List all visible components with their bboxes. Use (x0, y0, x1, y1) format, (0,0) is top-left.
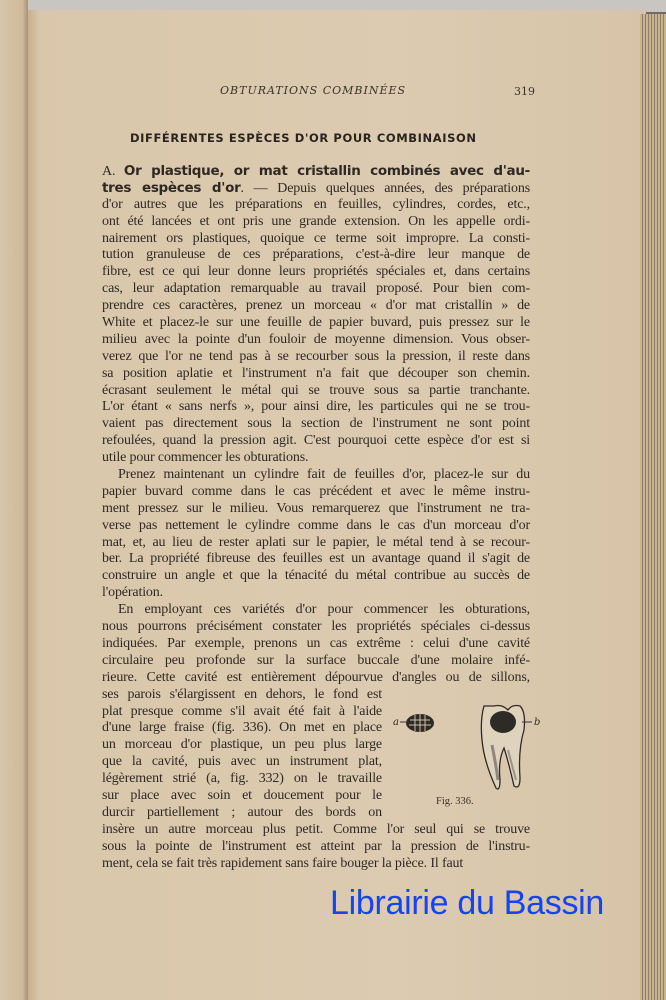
text-line: refoulées, quand la pression agit. C'est pourquoi cette espèce d'or est si (102, 433, 530, 449)
gold-piece-icon (400, 714, 434, 732)
figure-label-b: b (534, 717, 541, 728)
text-line: sous la pointe de l'instrument est atteint par la pression de l'instru- (102, 838, 530, 854)
text-line: milieu avec la pointe d'un fouloir de moyenne dimension. Vous obser- (102, 331, 530, 347)
text-line: d'or autres que les préparations en feuilles, cylindres, cordes, etc., (102, 196, 530, 212)
text-line: ment, cela se fait très rapidement sans faire bouger la pièce. Il faut (102, 855, 464, 871)
text-line: plat presque comme s'il avait été fait à l'aide (102, 703, 382, 719)
text-line: rieure. Cette cavité est entièrement dépourvue d'angles ou de sillons, (102, 669, 530, 685)
text-line: L'or étant « sans nerfs », pour ainsi dire, les particules qui ne se trou- (102, 399, 530, 415)
figure-tooth-illustration (392, 700, 542, 795)
text-line: durcir partiellement ; autour des bords on (102, 804, 382, 820)
text-line: l'opération. (102, 585, 163, 601)
bold-heading-text: tres espèces d'or (102, 179, 241, 196)
text-line: cas, leur adaptation remarquable au travail proposé. Pour bien com- (102, 281, 530, 297)
page-number: 319 (514, 85, 535, 98)
figure-caption: Fig. 336. (436, 796, 474, 807)
molar-tooth-icon (481, 706, 532, 790)
text-line: En employant ces variétés d'or pour commencer les obturations, (118, 602, 530, 618)
page-stack-edge (640, 14, 666, 1000)
text-line: indiquées. Par exemple, prenons un cas extrême : celui d'une cavité (102, 635, 530, 651)
text-line: que la cavité, puis avec un instrument plat, (102, 754, 382, 770)
text-line: écrasant seulement le métal qui se trouve sous sa partie tranchante. (102, 382, 530, 398)
text-line: papier buvard comme dans le cas précédent et avec le même instru- (102, 483, 530, 499)
text-line: ment pressez sur le milieu. Vous remarquerez que l'instrument ne tra- (102, 500, 530, 516)
text-line: nairement ors plastiques, quoique ce terme soit impropre. La consti- (102, 230, 530, 246)
text-line: tution granuleuse de ces préparations, c'est-à-dire leur manque de (102, 247, 530, 263)
text-line: prendre ces caractères, prenez un morceau « d'or mat cristallin » de (102, 298, 530, 314)
text-line: insère un autre morceau plus petit. Comme l'or seul qui se trouve (102, 821, 530, 837)
text-segment: A. (102, 164, 124, 179)
text-line: White et placez-le sur une feuille de papier buvard, puis pressez sur le (102, 315, 530, 331)
watermark: Librairie du Bassin (330, 884, 605, 922)
text-line: circulaire peu profonde sur la surface buccale d'une molaire infé- (102, 652, 530, 668)
text-line: verse pas nettement le cylindre comme dans le cas d'un morceau d'or (102, 517, 530, 533)
text-line: utile pour commencer les obturations. (102, 450, 309, 466)
text-line: verez que l'or ne tend pas à se recourber sous la pression, il reste dans (102, 348, 530, 364)
text-line: d'une large fraise (fig. 336). On met en place (102, 720, 382, 736)
text-line: vaient pas directement sous la section de l'instrument ne sont point (102, 416, 530, 432)
text-line: Prenez maintenant un cylindre fait de feuilles d'or, placez-le sur du (118, 467, 530, 483)
text-line: sur place avec soin et doucement pour le (102, 787, 382, 803)
text-line: mat, et, au lieu de rester aplati sur le papier, le métal tend à se recour- (102, 534, 530, 550)
left-page-edge (0, 0, 28, 1000)
text-line: ont été lancées et ont pris une grande extension. On les appelle ordi- (102, 213, 530, 229)
text-segment: . — Depuis quelques années, des préparations (240, 180, 530, 196)
text-line (102, 180, 530, 197)
text-line: sa position aplatie et l'instrument n'a fait que découper son chemin. (102, 365, 530, 381)
section-title: DIFFÉRENTES ESPÈCES D'OR POUR COMBINAISON (130, 131, 477, 145)
running-title: OBTURATIONS COMBINÉES (220, 84, 407, 97)
text-line: fibre, est ce qui leur donne leurs propriétés spéciales et, dans certains (102, 264, 530, 280)
text-line: un morceau d'or plastique, un peu plus large (102, 737, 382, 753)
figure-label-a: a (393, 717, 399, 728)
text-line: ber. La propriété fibreuse des feuilles est un avantage quand il s'agit de (102, 551, 530, 567)
text-line: légèrement strié (a, fig. 332) on le travaille (102, 771, 382, 787)
bold-heading-text: Or plastique, or mat cristallin combinés avec d'au- (123, 163, 530, 179)
text-line: ses parois s'élargissent en dehors, le fond est (102, 686, 382, 702)
text-line: nous pourrons précisément constater les propriétés spéciales ci-dessus (102, 619, 530, 635)
text-line: construire un angle et que la ténacité du métal contribue au succès de (102, 568, 530, 584)
text-line (102, 163, 530, 180)
